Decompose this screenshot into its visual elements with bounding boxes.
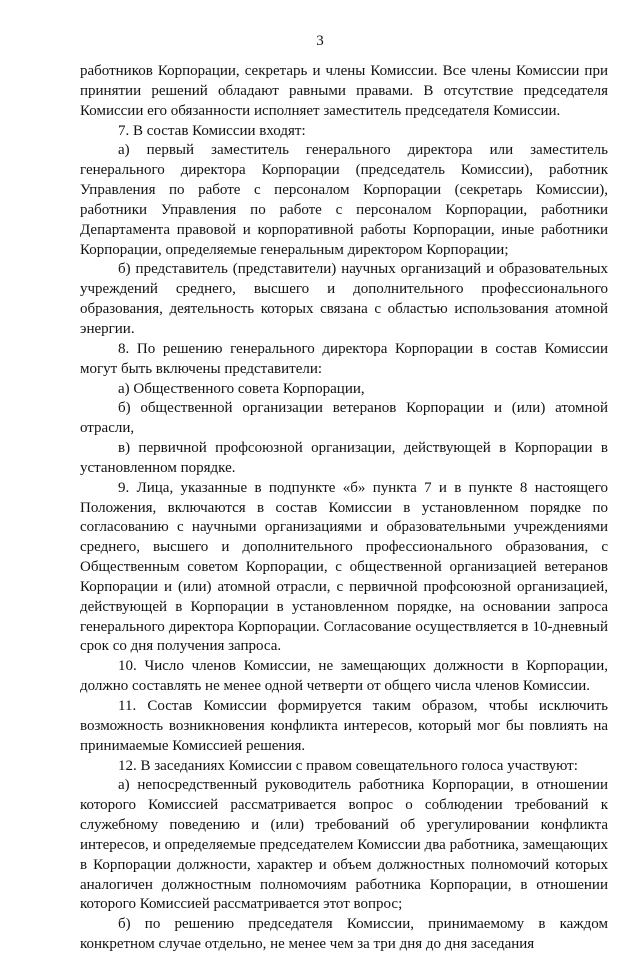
paragraph-12a: а) непосредственный руководитель работника Корпорации, в отношении которого Комиссией рассматривается вопрос о соблюдении требований к служебному поведению и (или) требований об урегулировании конфликта интересов, и определяемые председателем Комиссии два работника, замещающих в Корпорации должности, характер и объем должностных полномочий которых аналогичен должностным полномочиям работника Корпорации, в отношении которого Комиссией рассматривается этот вопрос; xyxy=(80,777,608,913)
paragraph-7-heading: 7. В состав Комиссии входят: xyxy=(118,122,306,139)
paragraph-7b: б) представитель (представители) научных организаций и образовательных учреждений среднего, высшего и дополнительного профессионального образования, деятельность которых связана с областью использования атомной энергии. xyxy=(80,261,608,337)
paragraph-8a: а) Общественного совета Корпорации, xyxy=(118,380,365,397)
paragraph-7a: а) первый заместитель генерального директора или заместитель генерального директора Корпорации (председатель Комиссии), работник Управления по работе с персоналом Корпорации (секретарь Комиссии), работники Управления по работе с персоналом Корпорации, работники Департамента правовой и корпоративной работы Корпорации, иные работники Корпорации, определяемые генеральным директором Корпорации; xyxy=(80,142,608,258)
paragraph-9: 9. Лица, указанные в подпункте «б» пункта 7 и в пункте 8 настоящего Положения, включаются в состав Комиссии в установленном порядке по согласованию с научными организациями и образовательными учреждениями среднего, высшего и дополнительного профессионального образования, с Общественным советом Корпорации, с общественной организацией ветеранов Корпорации и (или) атомной отрасли, с первичной профсоюзной организацией, действующей в Корпорации в установленном порядке, на основании запроса генерального директора Корпорации. Согласование осуществляется в 10-дневный срок со дня получения запроса. xyxy=(80,479,608,655)
paragraph-11: 11. Состав Комиссии формируется таким образом, чтобы исключить возможность возникновения конфликта интересов, который мог бы повлиять на принимаемые Комиссией решения. xyxy=(80,698,608,754)
paragraph-12b: б) по решению председателя Комиссии, принимаемому в каждом конкретном случае отдельно, не менее чем за три дня до дня заседания xyxy=(80,916,608,953)
paragraph-12-heading: 12. В заседаниях Комиссии с правом совещательного голоса участвуют: xyxy=(118,757,578,774)
paragraph-8b: б) общественной организации ветеранов Корпорации и (или) атомной отрасли, xyxy=(80,400,608,437)
paragraph-8v: в) первичной профсоюзной организации, действующей в Корпорации в установленном порядке. xyxy=(80,440,608,476)
paragraph-10: 10. Число членов Комиссии, не замещающих должности в Корпорации, должно составлять не менее одной четверти от общего числа членов Комиссии. xyxy=(80,658,608,695)
page-number: 3 xyxy=(316,33,324,49)
paragraph-continuation: работников Корпорации, секретарь и члены Комиссии. Все члены Комиссии при принятии решений обладают равными правами. В отсутствие председателя Комиссии его обязанности исполняет заместитель председателя Комиссии. xyxy=(80,63,608,119)
document-body xyxy=(80,62,608,955)
paragraph-8-heading: 8. По решению генерального директора Корпорации в состав Комиссии могут быть включены представители: xyxy=(80,340,608,377)
